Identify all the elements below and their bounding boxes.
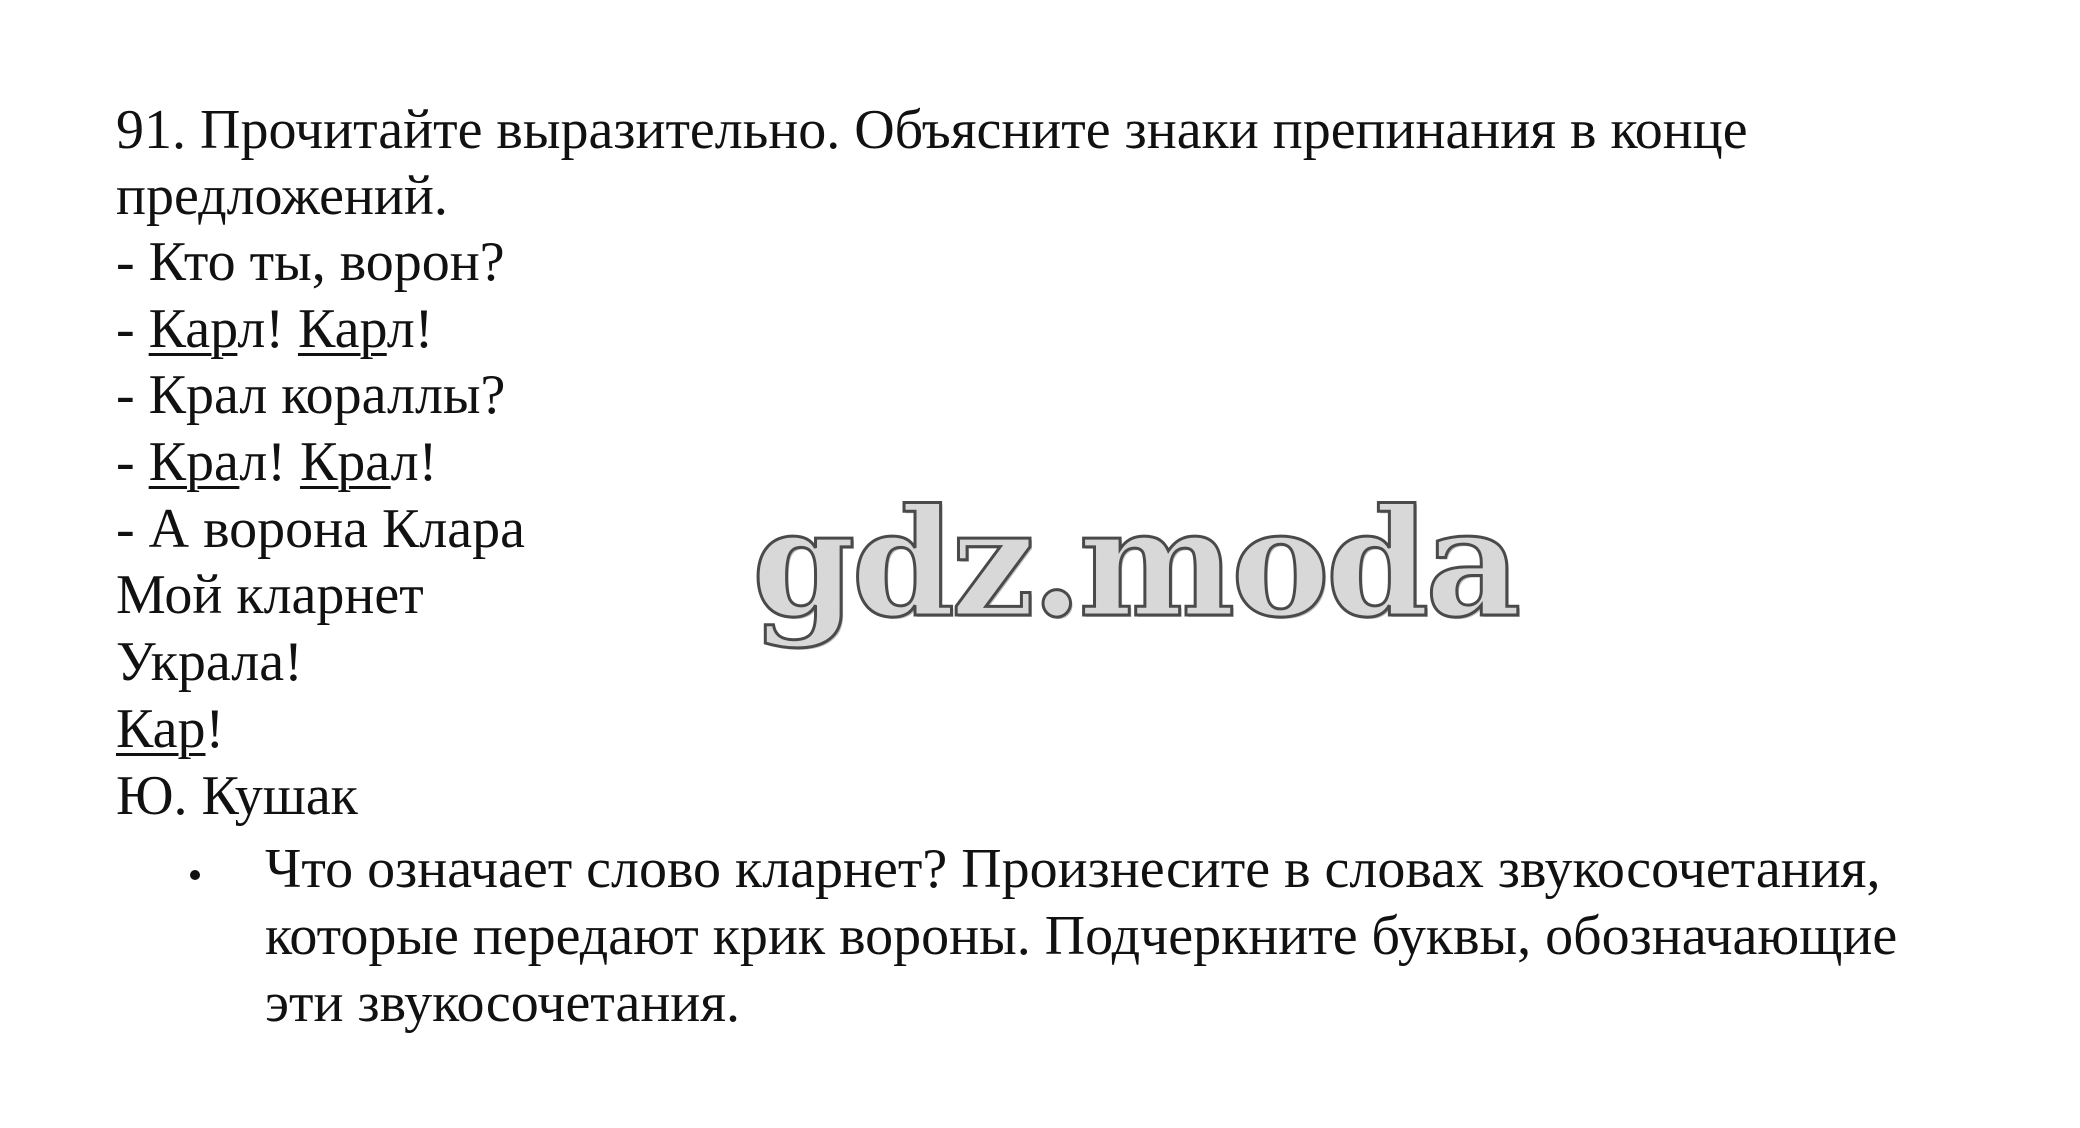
word-rest: л! <box>386 298 434 360</box>
word-rest: л! <box>239 431 300 493</box>
poem-line-1: - Кто ты, ворон? <box>116 231 505 293</box>
exercise-title-line-2: предложений. <box>116 165 448 227</box>
task-text <box>265 836 2025 1037</box>
poem-line-4 <box>116 429 437 495</box>
task-line-1: Что означает слово кларнет? Произнесите в словах звукосочетания, <box>265 838 1881 900</box>
poem-line-3: - Крал кораллы? <box>116 364 506 426</box>
poem-line-5: - А ворона Клара <box>116 498 525 560</box>
word-rest: л! <box>237 298 298 360</box>
word-rest: ! <box>205 698 225 760</box>
poem-line-8 <box>116 696 224 762</box>
underlined-sound: Кра <box>299 431 391 493</box>
poem-line-6: Мой кларнет <box>116 564 424 626</box>
task-line-2: которые передают крик вороны. Подчеркните буквы, обозначающие <box>265 905 1898 967</box>
dash: - <box>116 431 149 493</box>
exercise-title-line-1: 91. Прочитайте выразительно. Объясните знаки препинания в конце <box>116 99 1748 161</box>
bullet-icon <box>190 870 200 880</box>
watermark-logo: gdz.moda <box>752 476 1518 650</box>
dash: - <box>116 298 149 360</box>
underlined-sound: Кар <box>148 298 238 360</box>
poem-author: Ю. Кушак <box>116 765 358 827</box>
underlined-sound: Кар <box>297 298 387 360</box>
task-line-3: эти звукосочетания. <box>265 972 741 1034</box>
poem-line-2 <box>116 296 433 362</box>
underlined-sound: Кра <box>148 431 240 493</box>
word-rest: л! <box>390 431 438 493</box>
underlined-sound: Кар <box>116 698 206 760</box>
poem-line-7: Украла! <box>116 631 303 693</box>
